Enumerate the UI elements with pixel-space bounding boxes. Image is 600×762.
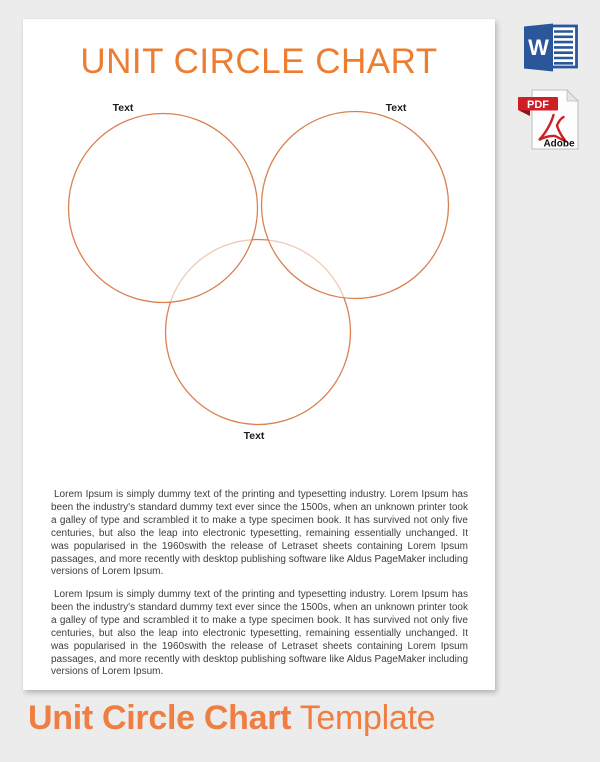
footer-caption-bold: Unit Circle Chart — [28, 699, 292, 737]
word-file-icon[interactable] — [521, 21, 578, 72]
venn-label-bottom: Text — [243, 430, 265, 442]
footer-caption-light: Template — [291, 699, 436, 737]
adobe-brand-label: Adobe — [543, 138, 575, 150]
lorem-paragraph-1: Lorem Ipsum is simply dummy text of the printing and typesetting industry. Lorem Ipsum has been the industry's standard dummy text ever since the 1500s, when an unknown printer took a galley of type and scrambled it to make a type specimen book. It has survived not only five centuries, but also the leap into electronic typesetting, remaining essentially unchanged. It was popularised in the 1960swith the release of Letraset sheets containing Lorem Ipsum passages, and more recently with desktop publishing software like Aldus PageMaker including versions of Lorem Ipsum. — [51, 489, 468, 578]
venn-circle-top-left — [69, 114, 258, 303]
pdf-ribbon-label: PDF — [527, 98, 549, 111]
pdf-file-icon[interactable] — [517, 89, 579, 150]
footer-caption — [28, 699, 435, 738]
venn-label-top-right: Text — [385, 102, 407, 114]
word-letter: W — [528, 35, 549, 60]
pdf-ribbon-fold — [519, 111, 530, 117]
lorem-paragraph-2: Lorem Ipsum is simply dummy text of the printing and typesetting industry. Lorem Ipsum has been the industry's standard dummy text ever since the 1500s, when an unknown printer took a galley of type and scrambled it to make a type specimen book. It has survived not only five centuries, but also the leap into electronic typesetting, remaining essentially unchanged. It was popularised in the 1960swith the release of Letraset sheets containing Lorem Ipsum passages, and more recently with desktop publishing software like Aldus PageMaker including versions of Lorem Ipsum. — [51, 589, 468, 678]
venn-circle-top-right — [262, 112, 449, 299]
venn-label-top-left: Text — [112, 102, 134, 114]
document-page — [23, 19, 495, 690]
word-doc-lines — [554, 32, 573, 64]
pdf-folded-corner — [567, 90, 578, 101]
page-title: UNIT CIRCLE CHART — [80, 42, 438, 81]
